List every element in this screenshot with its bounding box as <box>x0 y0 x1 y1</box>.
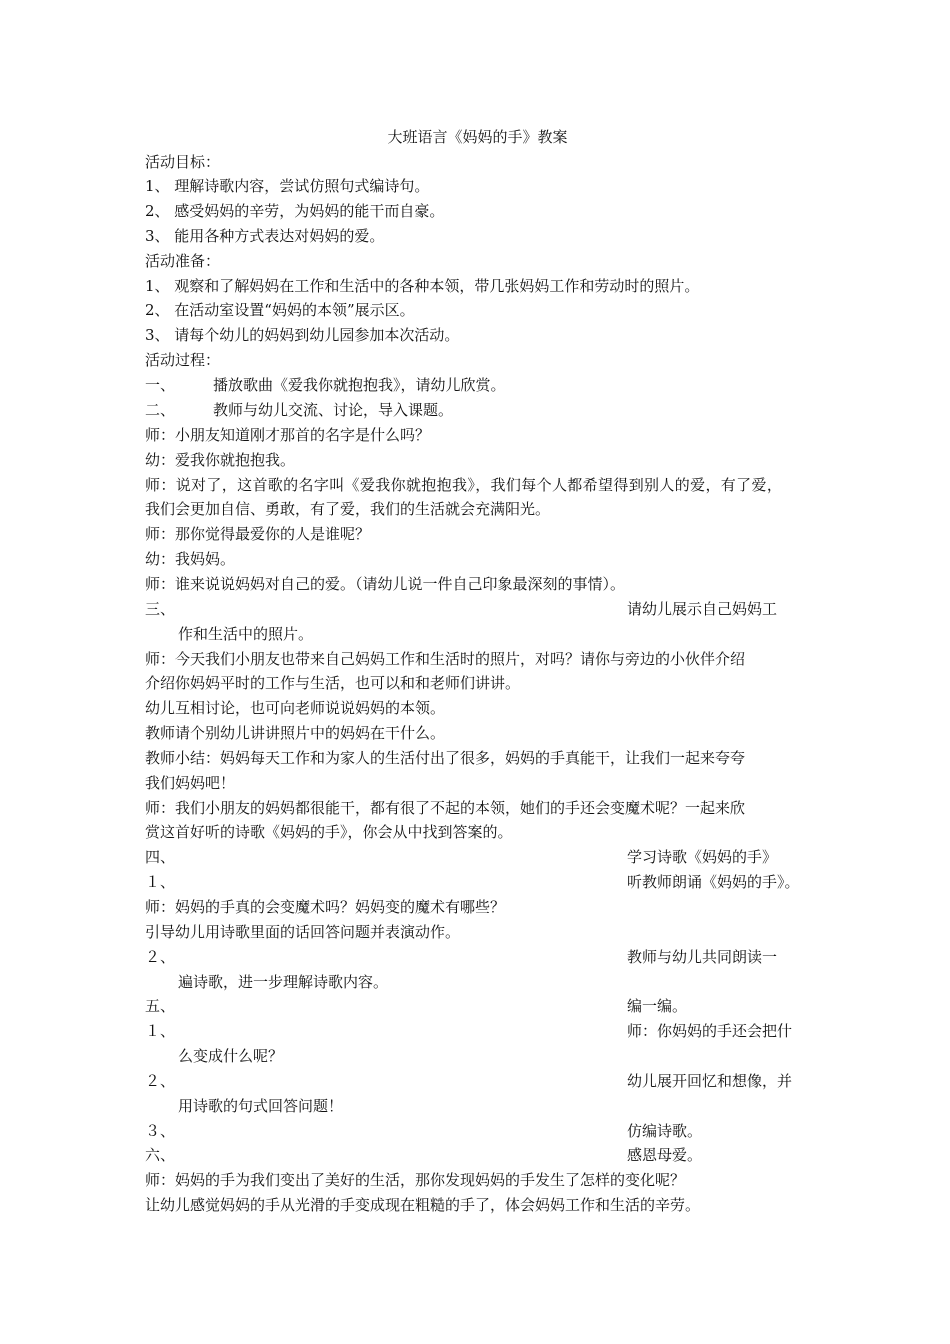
step-line <box>145 373 810 398</box>
goal-item: 1、 理解诗歌内容，尝试仿照句式编诗句。 <box>145 177 430 195</box>
substep-label: １、 <box>145 873 176 891</box>
substep-text: 仿编诗歌。 <box>627 1122 703 1140</box>
step-label: 四、 <box>145 848 176 866</box>
substep-text: 幼儿展开回忆和想像，并 <box>627 1072 793 1090</box>
substep-text-continued: 么变成什么呢？ <box>178 1047 284 1065</box>
dialogue-line: 教师小结：妈妈每天工作和为家人的生活付出了很多，妈妈的手真能干，让我们一起来夸夸 <box>145 749 746 767</box>
dialogue-line: 幼儿互相讨论，也可向老师说说妈妈的本领。 <box>145 699 446 717</box>
step-text: 感恩母爱。 <box>627 1146 703 1164</box>
step-text: 教师与幼儿交流、讨论，导入课题。 <box>213 401 454 419</box>
dialogue-line: 师：妈妈的手为我们变出了美好的生活，那你发现妈妈的手发生了怎样的变化呢？ <box>145 1171 686 1189</box>
dialogue-line: 师：谁来说说妈妈对自己的爱。（请幼儿说一件自己印象最深刻的事情）。 <box>145 575 626 593</box>
step-text: 播放歌曲《爱我你就抱抱我》，请幼儿欣赏。 <box>213 376 506 394</box>
substep-text: 听教师朗诵《妈妈的手》。 <box>627 873 800 891</box>
dialogue-line: 让幼儿感觉妈妈的手从光滑的手变成现在粗糙的手了，体会妈妈工作和生活的辛劳。 <box>145 1196 701 1214</box>
dialogue-line: 赏这首好听的诗歌《妈妈的手》，你会从中找到答案的。 <box>145 823 513 841</box>
step-text-continued: 作和生活中的照片。 <box>178 625 314 643</box>
dialogue-line: 师：小朋友知道刚才那首的名字是什么吗？ <box>145 426 431 444</box>
substep-label: ２、 <box>145 1072 176 1090</box>
prep-item: 1、 观察和了解妈妈在工作和生活中的各种本领，带几张妈妈工作和劳动时的照片。 <box>145 277 700 295</box>
dialogue-line: 师：今天我们小朋友也带来自己妈妈工作和生活时的照片，对吗？请你与旁边的小伙伴介绍 <box>145 650 746 668</box>
substep-label: １、 <box>145 1022 176 1040</box>
step-label: 二、 <box>145 401 176 419</box>
document-title: 大班语言《妈妈的手》教案 <box>387 128 568 146</box>
dialogue-line: 我们妈妈吧！ <box>145 774 236 792</box>
process-heading: 活动过程： <box>145 351 221 369</box>
substep-label: ３、 <box>145 1122 176 1140</box>
step-line <box>145 398 810 423</box>
step-label: 六、 <box>145 1146 176 1164</box>
substep-text-continued: 用诗歌的句式回答问题！ <box>178 1097 344 1115</box>
step-label: 一、 <box>145 376 176 394</box>
step-label: 三、 <box>145 600 176 618</box>
dialogue-line: 师：那你觉得最爱你的人是谁呢？ <box>145 525 371 543</box>
step-text: 编一编。 <box>627 997 688 1015</box>
dialogue-line: 引导幼儿用诗歌里面的话回答问题并表演动作。 <box>145 923 461 941</box>
substep-text-continued: 遍诗歌，进一步理解诗歌内容。 <box>178 973 389 991</box>
dialogue-line: 幼：我妈妈。 <box>145 550 236 568</box>
substep-label: ２、 <box>145 948 176 966</box>
prep-item: 3、 请每个幼儿的妈妈到幼儿园参加本次活动。 <box>145 326 460 344</box>
dialogue-line: 介绍你妈妈平时的工作与生活，也可以和和老师们讲讲。 <box>145 674 521 692</box>
dialogue-line: 幼：爱我你就抱抱我。 <box>145 451 296 469</box>
substep-text: 教师与幼儿共同朗读一 <box>627 948 778 966</box>
dialogue-line: 师：说对了，这首歌的名字叫《爱我你就抱抱我》，我们每个人都希望得到别人的爱，有了爱， <box>145 476 783 494</box>
goal-item: 3、 能用各种方式表达对妈妈的爱。 <box>145 227 385 245</box>
goals-heading: 活动目标： <box>145 153 221 171</box>
dialogue-line: 师：妈妈的手真的会变魔术吗？妈妈变的魔术有哪些？ <box>145 898 506 916</box>
prep-heading: 活动准备： <box>145 252 221 270</box>
prep-item: 2、 在活动室设置“妈妈的本领”展示区。 <box>145 301 415 319</box>
step-text: 学习诗歌《妈妈的手》 <box>627 848 778 866</box>
step-text: 请幼儿展示自己妈妈工 <box>627 600 778 618</box>
dialogue-line: 教师请个别幼儿讲讲照片中的妈妈在干什么。 <box>145 724 446 742</box>
substep-text: 师：你妈妈的手还会把什 <box>627 1022 793 1040</box>
goal-item: 2、 感受妈妈的辛劳，为妈妈的能干而自豪。 <box>145 202 445 220</box>
step-label: 五、 <box>145 997 176 1015</box>
dialogue-line: 师：我们小朋友的妈妈都很能干，都有很了不起的本领，她们的手还会变魔术呢？一起来欣 <box>145 799 746 817</box>
dialogue-line: 我们会更加自信、勇敢，有了爱，我们的生活就会充满阳光。 <box>145 500 551 518</box>
